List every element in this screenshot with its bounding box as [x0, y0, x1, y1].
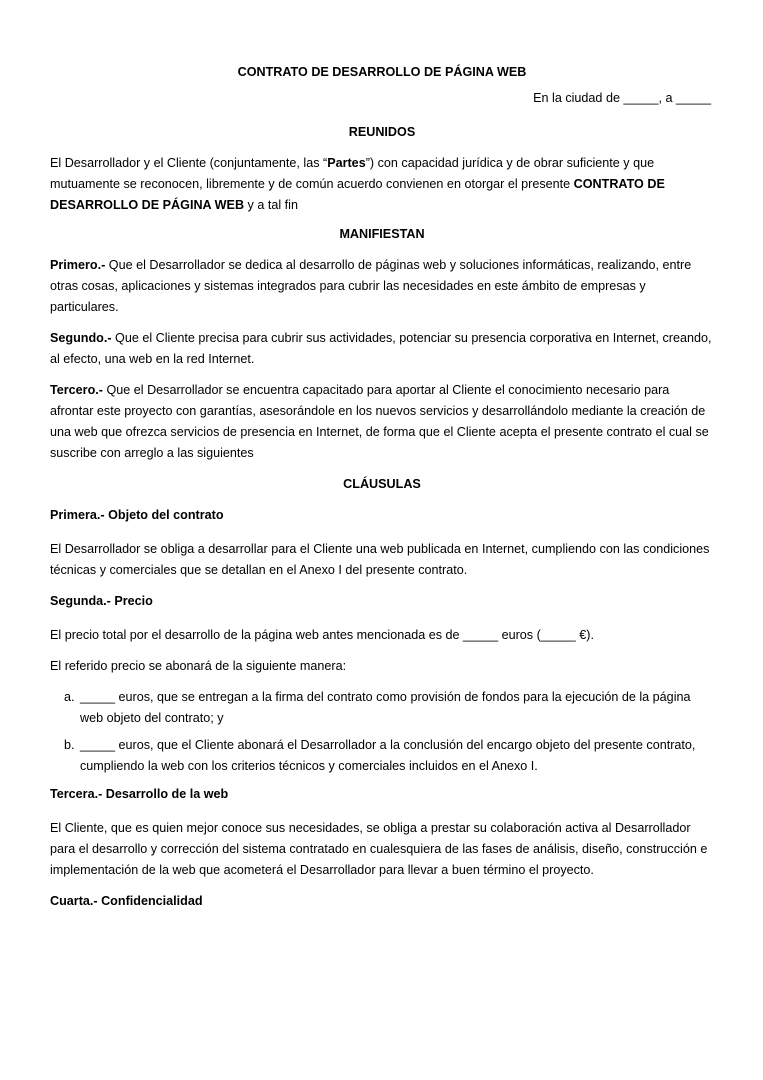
- payment-item-text: _____ euros, que se entregan a la firma del contrato como provisión de fondos para la ejecución de la página web objeto del contrato; y: [80, 690, 691, 725]
- list-marker: b.: [64, 738, 75, 752]
- payment-item-b: [64, 735, 714, 777]
- clause-cuarta-title: Cuarta.- Confidencialidad: [50, 894, 203, 908]
- manifiestan-text: Que el Cliente precisa para cubrir sus actividades, potenciar su presencia corporativa en Internet, creando, al efecto, una web en la red Internet.: [50, 331, 712, 366]
- payment-list: [50, 687, 714, 777]
- reunidos-heading: REUNIDOS: [348, 125, 416, 139]
- clause-tercera-text: El Cliente, que es quien mejor conoce sus necesidades, se obliga a prestar su colaboración activa al Desarrollador para el desarrollo y corrección del sistema contratado en cualesquiera de las fases de análisis, diseño, construcción e implementación de la web que acometerá el Desarrollador para llevar a buen término el proyecto.: [50, 821, 708, 877]
- manifiestan-text: Que el Desarrollador se encuentra capacitado para aportar al Cliente el conocimiento necesario para afrontar este proyecto con garantías, asesorándole en los nuevos servicios y desarrollándolo mediante la creación de una web que ofrezca servicios de presencia en Internet, de forma que el Cliente acepta el presente contrato el cual se suscribe con arreglo a las siguientes: [50, 383, 709, 460]
- partes-term: Partes: [327, 156, 366, 170]
- manifiestan-segundo: [50, 328, 714, 370]
- payment-item-a: [64, 687, 714, 729]
- reunidos-text-2: ”) con capacidad jurídica y de obrar suficiente y que mutuamente se reconocen, libremente y de común acuerdo convienen en otorgar el presente: [50, 156, 655, 191]
- clause-segunda-title: Segunda.- Precio: [50, 594, 153, 608]
- reunidos-text-1: El Desarrollador y el Cliente (conjuntamente, las “: [50, 156, 328, 170]
- clause-segunda-text-1: El precio total por el desarrollo de la página web antes mencionada es de _____ euros (_____ €).: [50, 628, 594, 642]
- clause-tercera-title: Tercera.- Desarrollo de la web: [50, 787, 229, 801]
- manifiestan-tercero: [50, 380, 714, 464]
- document-title: CONTRATO DE DESARROLLO DE PÁGINA WEB: [237, 65, 527, 79]
- manifiestan-primero: [50, 255, 714, 318]
- clause-primera-text: El Desarrollador se obliga a desarrollar para el Cliente una web publicada en Internet, cumpliendo con las condiciones técnicas y comerciales que se detallan en el Anexo I del presente contrato.: [50, 542, 710, 577]
- payment-item-text: _____ euros, que el Cliente abonará el Desarrollador a la conclusión del encargo objeto del presente contrato, cumpliendo la web con los criterios técnicos y comerciales incluidos en el Anexo I.: [80, 738, 696, 773]
- reunidos-paragraph: [50, 153, 714, 216]
- clausulas-heading: CLÁUSULAS: [343, 477, 421, 491]
- document-body: [50, 62, 714, 925]
- manifiestan-heading: MANIFIESTAN: [339, 227, 425, 241]
- clause-segunda-text-2: El referido precio se abonará de la siguiente manera:: [50, 659, 347, 673]
- city-date-line: En la ciudad de _____, a _____: [533, 91, 711, 105]
- manifiestan-text: Que el Desarrollador se dedica al desarrollo de páginas web y soluciones informáticas, realizando, entre otras cosas, aplicaciones y sistemas integrados para cubrir las necesidades en este ámbito de empresas y particulares.: [50, 258, 692, 314]
- manifiestan-label: Tercero.-: [50, 383, 103, 397]
- list-marker: a.: [64, 690, 75, 704]
- contract-name: CONTRATO DE DESARROLLO DE PÁGINA WEB: [50, 177, 665, 212]
- manifiestan-label: Segundo.-: [50, 331, 112, 345]
- clause-primera-title: Primera.- Objeto del contrato: [50, 508, 224, 522]
- manifiestan-label: Primero.-: [50, 258, 106, 272]
- reunidos-text-3: y a tal fin: [244, 198, 298, 212]
